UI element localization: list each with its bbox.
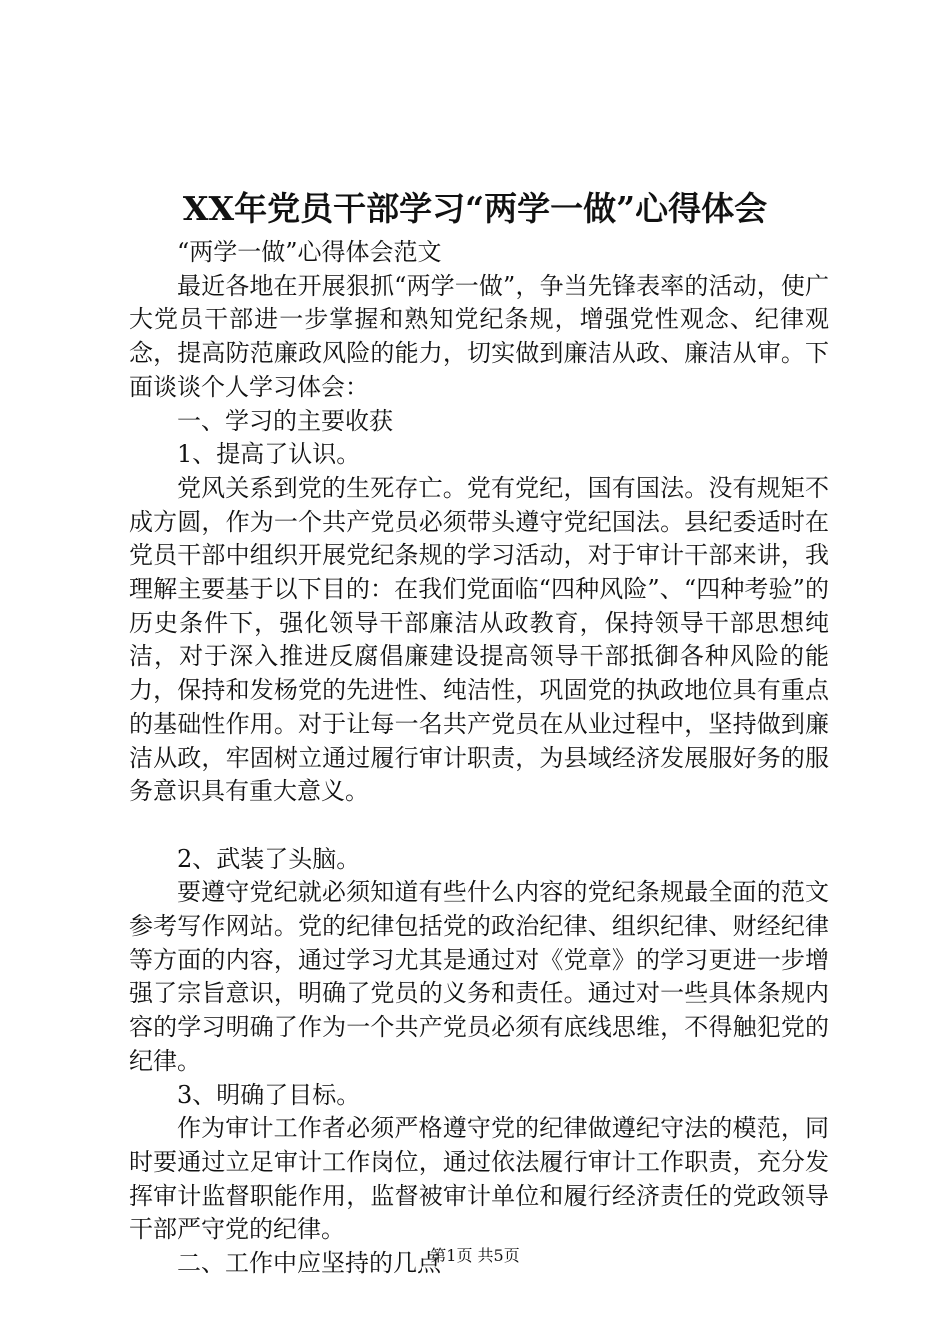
section-heading-1: 一、学习的主要收获 bbox=[177, 406, 393, 435]
intro-paragraph: 最近各地在开展狠抓“两学一做”，争当先锋表率的活动，使广大党员干部进一步掌握和熟知党纪条规，增强党性观念、纪律观念，提高防范廉政风险的能力，切实做到廉洁从政、廉洁从审。下面谈谈个人学习体会： bbox=[129, 271, 829, 401]
subheading-3: 3、明确了目标。 bbox=[177, 1080, 361, 1109]
page-number-footer: 第1页 共5页 bbox=[430, 1246, 520, 1265]
document-body bbox=[129, 236, 829, 1281]
body-paragraph-3: 作为审计工作者必须严格遵守党的纪律做遵纪守法的模范，同时要通过立足审计工作岗位，通过依法履行审计工作职责，充分发挥审计监督职能作用，监督被审计单位和履行经济责任的党政领导干部严守党的纪律。 bbox=[129, 1114, 829, 1244]
body-paragraph-2: 要遵守党纪就必须知道有些什么内容的党纪条规最全面的范文参考写作网站。党的纪律包括党的政治纪律、组织纪律、财经纪律等方面的内容，通过学习尤其是通过对《党章》的学习更进一步增强了宗旨意识，明确了党员的义务和责任。通过对一些具体条规内容的学习明确了作为一个共产党员必须有底线思维，不得触犯党的纪律。 bbox=[129, 878, 829, 1075]
body-paragraph-1: 党风关系到党的生死存亡。党有党纪，国有国法。没有规矩不成方圆，作为一个共产党员必须带头遵守党纪国法。县纪委适时在党员干部中组织开展党纪条规的学习活动，对于审计干部来讲，我理解主要基于以下目的：在我们党面临“四种风险”、“四种考验”的历史条件下，强化领导干部廉洁从政教育，保持领导干部思想纯洁，对于深入推进反腐倡廉建设提高领导干部抵御各种风险的能力，保持和发杨党的先进性、纯洁性，巩固党的执政地位具有重点的基础性作用。对于让每一名共产党员在从业过程中，坚持做到廉洁从政，牢固树立通过履行审计职责，为县域经济发展服好务的服务意识具有重大意义。 bbox=[129, 473, 829, 806]
subtitle-paragraph: “两学一做”心得体会范文 bbox=[177, 238, 442, 266]
document-title: XX年党员干部学习“两学一做”心得体会 bbox=[182, 189, 768, 228]
subheading-1: 1、提高了认识。 bbox=[177, 440, 361, 469]
section-heading-2: 二、工作中应坚持的几点 bbox=[177, 1249, 441, 1278]
subheading-2: 2、武装了头脑。 bbox=[177, 844, 361, 873]
